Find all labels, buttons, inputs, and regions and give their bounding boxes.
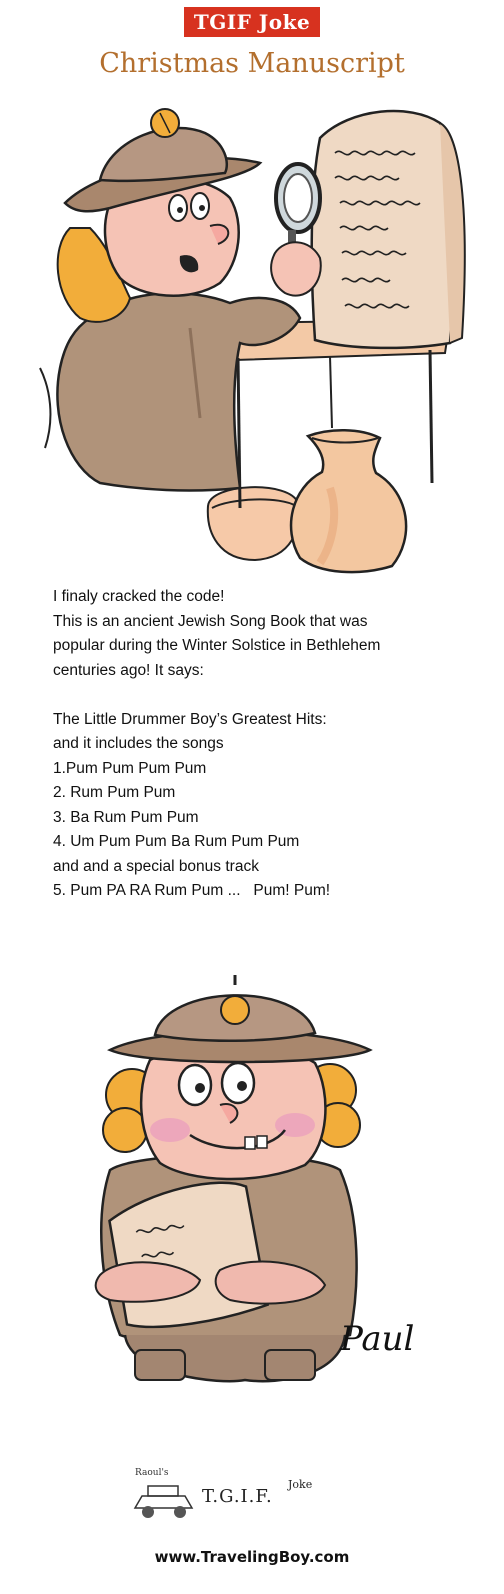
- pottery-bowl-illustration: [208, 487, 299, 560]
- car-logo-icon: [130, 1478, 200, 1523]
- story-line: 3. Ba Rum Pum Pum: [53, 808, 199, 826]
- tgif-joke-logo: [130, 1468, 390, 1528]
- story-line: centuries ago! It says:: [53, 661, 204, 679]
- comic-panel-archaeologist-smiling: [70, 955, 450, 1425]
- story-line: 2. Rum Pum Pum: [53, 784, 176, 801]
- story-line: and and a special bonus track: [53, 857, 259, 875]
- logo-small-text: Raoul's: [135, 1468, 169, 1478]
- story-line: 1.Pum Pum Pum Pum: [53, 759, 207, 777]
- story-line: 4. Um Pum Pum Ba Rum Pum Pum: [53, 833, 300, 850]
- face-illustration: [141, 1045, 325, 1179]
- logo-joke-text: Joke: [288, 1478, 313, 1491]
- pith-helmet-illustration: [110, 975, 370, 1062]
- stone-tablet-illustration: [312, 111, 465, 348]
- header-badge: TGIF Joke: [184, 7, 320, 37]
- story-line: [53, 683, 483, 708]
- story-line: I finaly cracked the code!: [53, 588, 225, 605]
- comic-panel-archaeologist-reading: [30, 88, 470, 578]
- artist-signature: Paul: [340, 1319, 415, 1359]
- archaeologist-body-illustration: [40, 293, 300, 490]
- story-line: This is an ancient Jewish Song Book that was: [53, 612, 368, 630]
- vase-illustration: [291, 430, 406, 572]
- story-line: The Little Drummer Boy’s Greatest Hits:: [53, 710, 327, 728]
- story-line: popular during the Winter Solstice in Bethlehem: [53, 637, 381, 654]
- logo-main-text: T.G.I.F.: [202, 1486, 273, 1507]
- story-line: and it includes the songs: [53, 735, 224, 752]
- story-line: 5. Pum PA RA Rum Pum ... Pum! Pum!: [53, 882, 331, 899]
- site-url-link[interactable]: www.TravelingBoy.com: [154, 1548, 350, 1566]
- story-text: [53, 585, 483, 904]
- page-title: Christmas Manuscript: [99, 48, 405, 79]
